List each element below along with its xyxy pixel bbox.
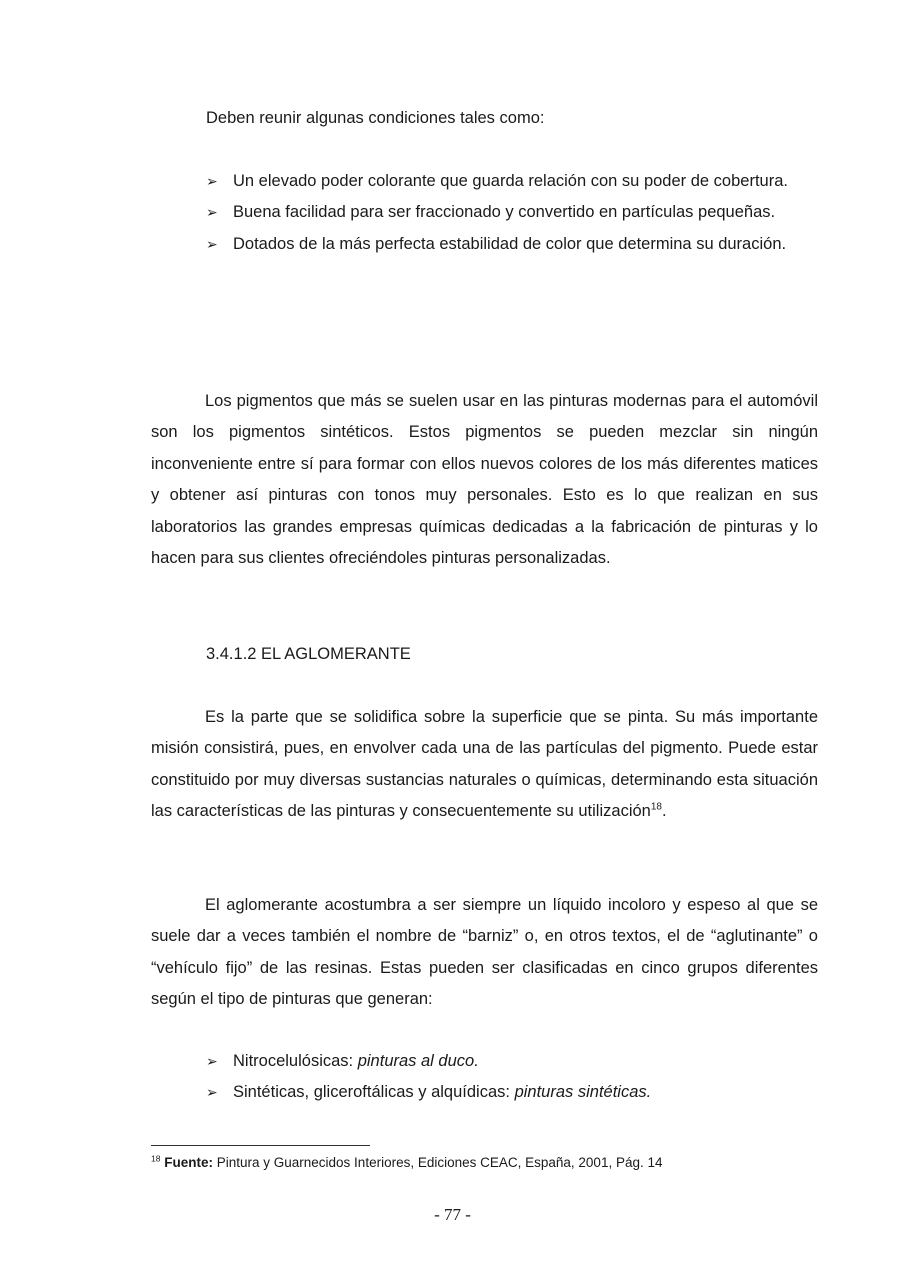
footnote-separator xyxy=(151,1145,370,1146)
conditions-list xyxy=(206,166,818,260)
list-item xyxy=(206,166,818,197)
definition-paragraph-block xyxy=(151,702,818,828)
group-label: Sintéticas, gliceroftálicas y alquídicas: xyxy=(233,1083,515,1102)
definition-paragraph xyxy=(151,702,818,828)
arrow-bullet-icon: ➢ xyxy=(206,204,218,221)
binder-paragraph: El aglomerante acostumbra a ser siempre un líquido incoloro y espeso al que se suele dar a veces también el nombre de “barniz” o, en otros textos, el de “aglutinante” o “vehículo fijo” de las resinas. Estas pueden ser clasificadas en cinco grupos diferentes según el tipo de pinturas que generan: xyxy=(151,896,818,1009)
group-label: Nitrocelulósicas: xyxy=(233,1052,358,1070)
list-item xyxy=(206,1046,818,1077)
condition-text: Buena facilidad para ser fraccionado y convertido en partículas pequeñas. xyxy=(233,203,776,222)
arrow-bullet-icon: ➢ xyxy=(206,1084,218,1101)
footnote xyxy=(151,1154,663,1172)
list-item xyxy=(206,1077,818,1108)
arrow-bullet-icon: ➢ xyxy=(206,1053,218,1069)
condition-text: Dotados de la más perfecta estabilidad de color que determina su duración. xyxy=(233,234,787,253)
arrow-bullet-icon: ➢ xyxy=(206,235,218,252)
binder-paragraph-block xyxy=(151,890,818,1016)
section-heading: 3.4.1.2 EL AGLOMERANTE xyxy=(206,645,411,663)
footnote-number: 18 xyxy=(151,1153,161,1164)
arrow-bullet-icon: ➢ xyxy=(206,173,218,189)
condition-text: Un elevado poder colorante que guarda relación con su poder de cobertura. xyxy=(233,172,788,190)
footnote-reference: 18 xyxy=(650,801,662,813)
definition-text: Es la parte que se solidifica sobre la superficie que se pinta. Su más importante misión consistirá, pues, en envolver cada una de las partículas del pigmento. Puede estar constituido por muy diversas sustancias naturales o químicas, determinando esta situación las características de las pinturas y consecuentemente su utilización xyxy=(151,708,818,821)
intro-sentence: Deben reunir algunas condiciones tales como: xyxy=(206,109,545,127)
footnote-text: Pintura y Guarnecidos Interiores, Ediciones CEAC, España, 2001, Pág. 14 xyxy=(212,1155,663,1170)
list-item xyxy=(206,229,818,260)
definition-end: . xyxy=(661,802,667,821)
group-paint-type: pinturas al duco. xyxy=(357,1052,479,1070)
footnote-label: Fuente: xyxy=(164,1155,213,1170)
pigments-paragraph-block xyxy=(151,386,818,574)
list-item xyxy=(206,197,818,228)
binder-groups-list xyxy=(206,1046,818,1109)
group-paint-type: pinturas sintéticas. xyxy=(514,1083,652,1102)
pigments-paragraph: Los pigmentos que más se suelen usar en las pinturas modernas para el automóvil son los pigmentos sintéticos. Estos pigmentos se pueden mezclar sin ningún inconveniente entre sí para formar con ellos nuevos colores de los más diferentes matices y obtener así pinturas con tonos muy personales. Esto es lo que realizan en sus laboratorios las grandes empresas químicas dedicadas a la fabricación de pinturas y lo hacen para sus clientes ofreciéndoles pinturas personalizadas. xyxy=(151,392,818,568)
page-number: - 77 - xyxy=(434,1205,471,1224)
